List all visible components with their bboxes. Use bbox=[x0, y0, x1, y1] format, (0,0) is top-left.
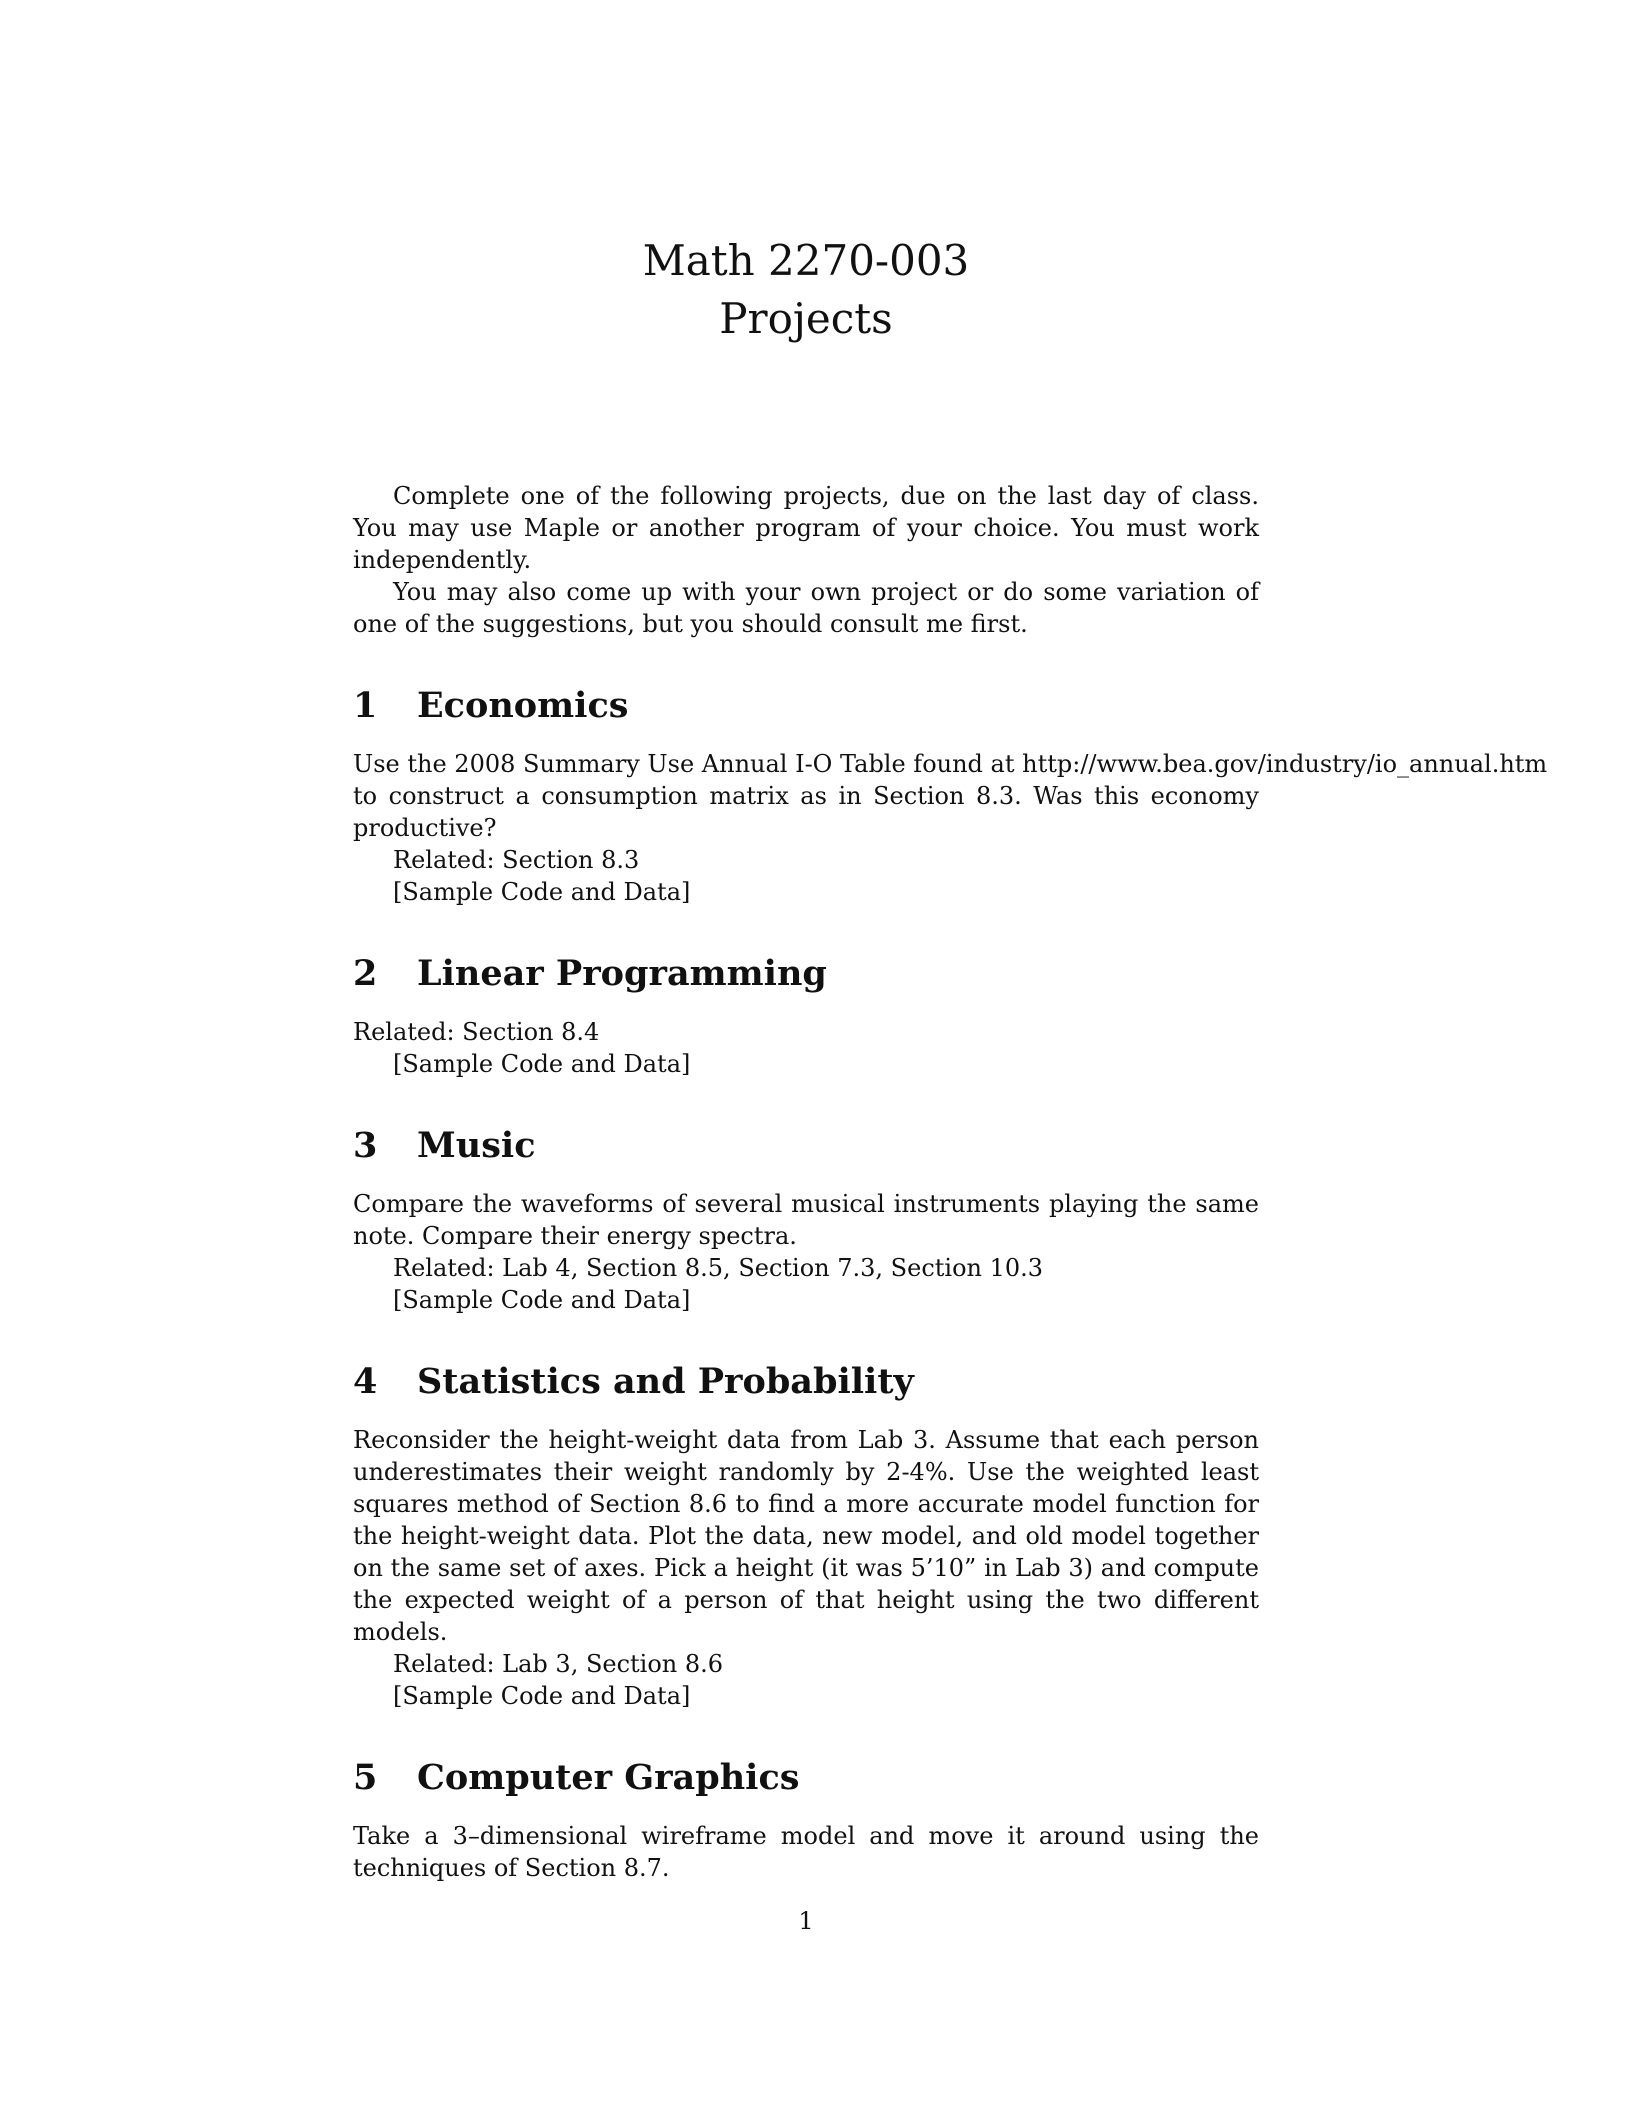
section-body: to construct a consumption matrix as in Section 8.3. Was this economy productive? bbox=[353, 782, 1259, 842]
page-number: 1 bbox=[798, 1907, 814, 1935]
section-body-line-1: Use the 2008 Summary Use Annual I-O Table found at http://www.bea.gov/industry/io_annual.htm bbox=[353, 750, 1548, 778]
related-text: Related: Section 8.4 bbox=[353, 1018, 600, 1046]
section-number: 2 bbox=[353, 953, 378, 994]
related-text: Related: Lab 3, Section 8.6 bbox=[393, 1650, 724, 1678]
section-title: Music bbox=[417, 1125, 536, 1166]
course-title: Math 2270-003 bbox=[642, 236, 970, 285]
section-heading bbox=[353, 1124, 1259, 1168]
section-heading bbox=[353, 952, 1259, 996]
section-statistics bbox=[353, 1360, 1259, 1712]
document-title bbox=[0, 232, 1612, 348]
sample-code-link[interactable]: [Sample Code and Data] bbox=[393, 1682, 691, 1710]
section-heading bbox=[353, 684, 1259, 728]
section-title: Linear Programming bbox=[417, 953, 827, 994]
section-computer-graphics bbox=[353, 1756, 1259, 1884]
section-heading bbox=[353, 1756, 1259, 1800]
intro-paragraph-1: Complete one of the following projects, due on the last day of class. You may use Maple or another program of your choice. You must work independently. bbox=[353, 482, 1259, 574]
section-heading bbox=[353, 1360, 1259, 1404]
document-body bbox=[353, 480, 1548, 1884]
section-linear-programming bbox=[353, 952, 1259, 1080]
section-number: 4 bbox=[353, 1361, 378, 1402]
section-number: 1 bbox=[353, 685, 378, 726]
section-number: 3 bbox=[353, 1125, 378, 1166]
document-subtitle: Projects bbox=[719, 294, 893, 343]
related-text: Related: Section 8.3 bbox=[393, 846, 640, 874]
section-body: Take a 3–dimensional wireframe model and move it around using the techniques of Section 8.7. bbox=[353, 1822, 1259, 1882]
section-body: Reconsider the height-weight data from Lab 3. Assume that each person underestimates their weight randomly by 2-4%. Use the weighted least squares method of Section 8.6 to find a more accurate model function for the height-weight data. Plot the data, new model, and old model together on the same set of axes. Pick a height (it was 5’10” in Lab 3) and compute the expected weight of a person of that height using the two different models. bbox=[353, 1426, 1259, 1646]
section-music bbox=[353, 1124, 1259, 1316]
section-title: Economics bbox=[417, 685, 629, 726]
section-title: Statistics and Probability bbox=[417, 1361, 914, 1402]
section-number: 5 bbox=[353, 1757, 378, 1798]
intro-paragraph-2: You may also come up with your own project or do some variation of one of the suggestions, but you should consult me first. bbox=[353, 578, 1259, 638]
sample-code-link[interactable]: [Sample Code and Data] bbox=[393, 878, 691, 906]
sample-code-link[interactable]: [Sample Code and Data] bbox=[393, 1286, 691, 1314]
related-text: Related: Lab 4, Section 8.5, Section 7.3, Section 10.3 bbox=[393, 1254, 1044, 1282]
sample-code-link[interactable]: [Sample Code and Data] bbox=[393, 1050, 691, 1078]
section-economics bbox=[353, 684, 1548, 908]
section-title: Computer Graphics bbox=[417, 1757, 800, 1798]
section-body: Compare the waveforms of several musical instruments playing the same note. Compare their energy spectra. bbox=[353, 1190, 1259, 1250]
